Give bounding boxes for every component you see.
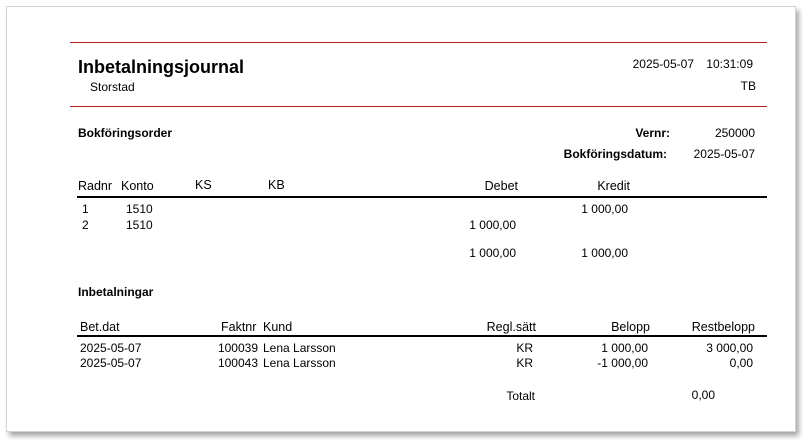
payment-row-restbelopp: 3 000,00 (706, 341, 753, 355)
payment-row-belopp: -1 000,00 (597, 356, 648, 370)
header-bottom-rule (70, 106, 767, 107)
header-top-rule (70, 42, 767, 43)
order-header-rule (77, 196, 767, 198)
bookkeeping-date-label: Bokföringsdatum: (563, 147, 667, 161)
order-row-konto: 1510 (126, 218, 153, 232)
order-row-konto: 1510 (126, 202, 153, 216)
col-faktnr: Faktnr (221, 320, 257, 334)
vernr-value: 250000 (714, 126, 755, 140)
user-initials: TB (740, 79, 756, 93)
col-kredit: Kredit (597, 179, 630, 193)
col-reglsatt: Regl.sätt (486, 320, 536, 334)
payments-total-label: Totalt (506, 389, 535, 403)
payment-row-kund: Lena Larsson (263, 356, 336, 370)
col-belopp: Belopp (611, 320, 650, 334)
company-name: Storstad (90, 80, 135, 94)
order-section-title: Bokföringsorder (78, 126, 173, 140)
col-debet: Debet (484, 179, 518, 193)
payments-section-title: Inbetalningar (78, 285, 154, 299)
bookkeeping-date-value: 2025-05-07 (693, 147, 755, 161)
col-restbelopp: Restbelopp (691, 320, 755, 334)
payment-row-restbelopp: 0,00 (729, 356, 753, 370)
col-ks: KS (195, 178, 212, 192)
report-title: Inbetalningsjournal (78, 57, 245, 77)
payment-row-reglsatt: KR (516, 356, 533, 370)
order-total-debet: 1 000,00 (469, 246, 516, 260)
col-betdat: Bet.dat (80, 320, 120, 334)
payment-row-kund: Lena Larsson (263, 341, 336, 355)
payments-total-value: 0,00 (691, 388, 715, 402)
payment-row-betdat: 2025-05-07 (80, 341, 142, 355)
col-radnr: Radnr (78, 179, 113, 193)
payment-row-betdat: 2025-05-07 (80, 356, 142, 370)
print-time: 10:31:09 (706, 57, 753, 71)
payment-row-faktnr: 100039 (217, 341, 258, 355)
order-total-kredit: 1 000,00 (581, 246, 628, 260)
col-kb: KB (268, 178, 285, 192)
order-row-debet: 1 000,00 (469, 218, 516, 232)
order-row-radnr: 2 (82, 218, 89, 232)
col-konto: Konto (121, 179, 154, 193)
payment-row-belopp: 1 000,00 (601, 341, 648, 355)
order-row-radnr: 1 (82, 202, 89, 216)
order-row-kredit: 1 000,00 (581, 202, 628, 216)
payments-header-rule (77, 335, 767, 337)
vernr-label: Vernr: (635, 126, 670, 140)
payment-row-faktnr: 100043 (217, 356, 258, 370)
print-date: 2025-05-07 (632, 57, 694, 71)
payment-row-reglsatt: KR (516, 341, 533, 355)
col-kund: Kund (263, 320, 293, 334)
